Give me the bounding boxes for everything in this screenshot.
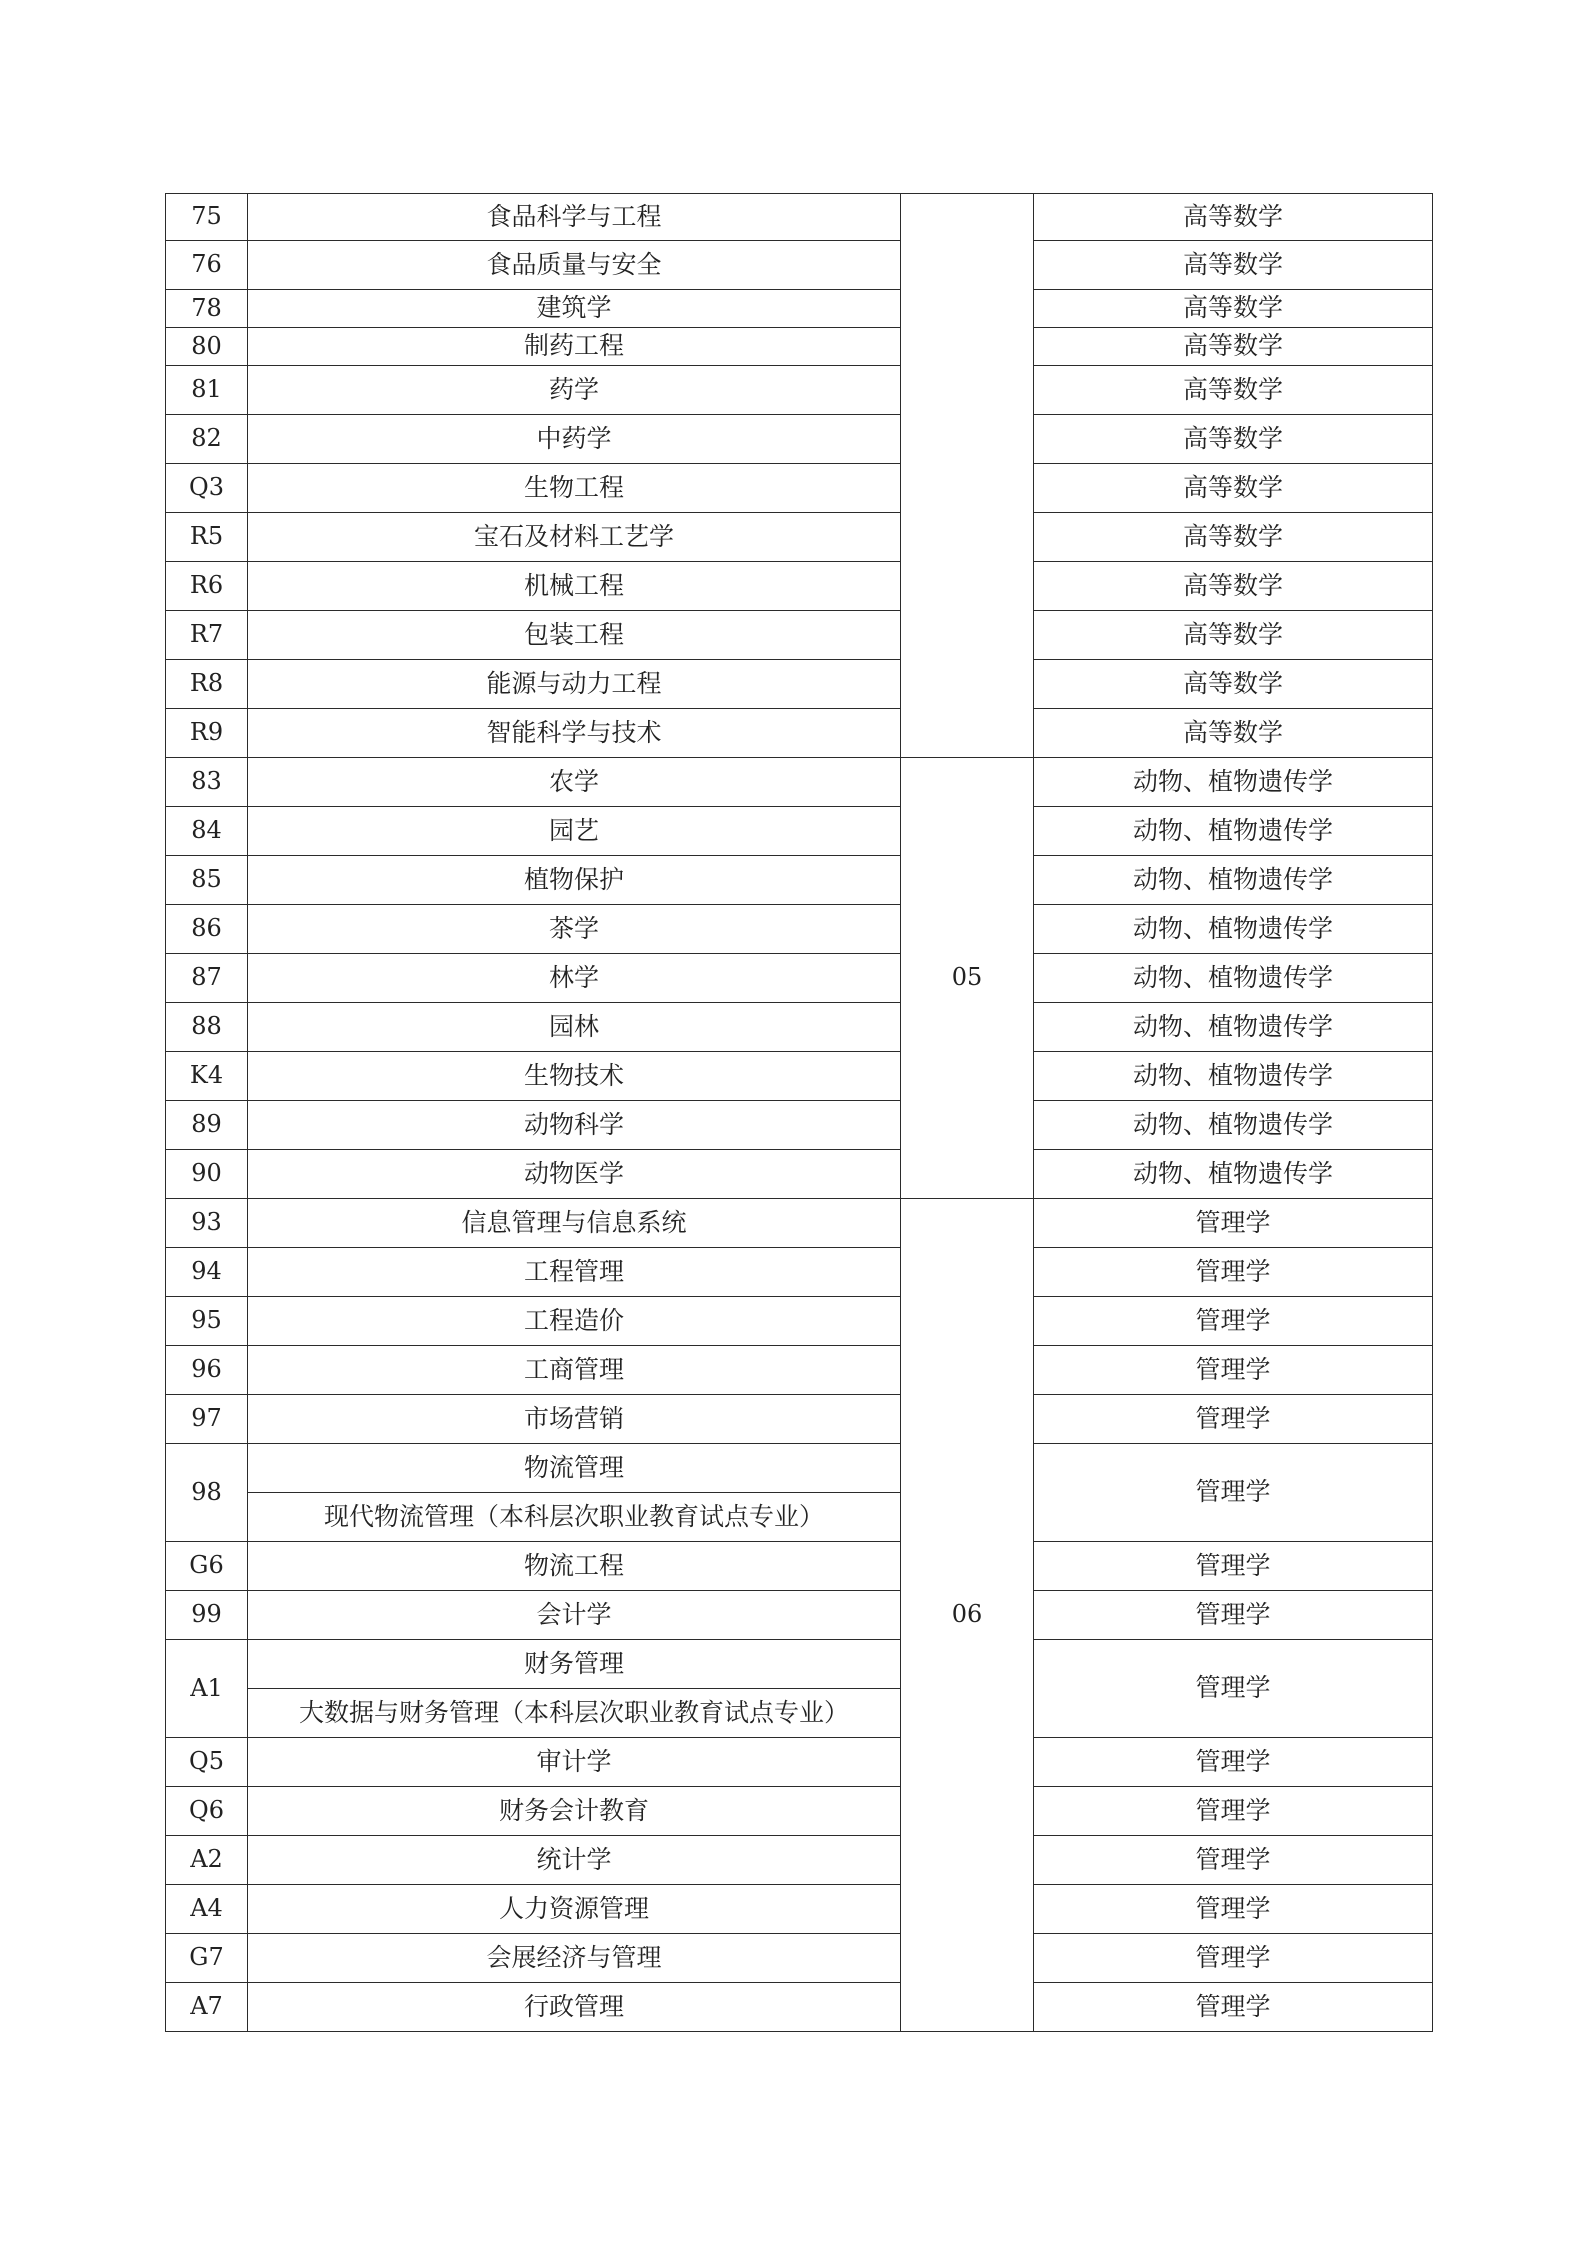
exam-subject-cell: 高等数学 [1034,241,1433,290]
major-name-cell: 行政管理 [248,1983,901,2032]
exam-subject-cell: 管理学 [1034,1297,1433,1346]
major-name-cell: 动物医学 [248,1150,901,1199]
major-code-cell: 82 [166,415,248,464]
table-row [166,464,1433,513]
major-code-cell: R6 [166,562,248,611]
major-code-cell: Q5 [166,1738,248,1787]
exam-subject-cell: 管理学 [1034,1738,1433,1787]
major-name-cell: 工商管理 [248,1346,901,1395]
table-row [166,1395,1433,1444]
table-row [166,1983,1433,2032]
major-name-cell: 生物技术 [248,1052,901,1101]
exam-subject-cell: 管理学 [1034,1983,1433,2032]
table-row [166,1150,1433,1199]
major-code-cell: 99 [166,1591,248,1640]
major-code-cell: 83 [166,758,248,807]
exam-subject-cell: 管理学 [1034,1248,1433,1297]
table-row [166,290,1433,328]
major-code-cell: 97 [166,1395,248,1444]
table-row [166,807,1433,856]
exam-subject-cell: 管理学 [1034,1346,1433,1395]
exam-subject-cell: 高等数学 [1034,709,1433,758]
major-code-cell: A1 [166,1640,248,1738]
majors-table [165,193,1433,2032]
major-code-cell: 88 [166,1003,248,1052]
major-name-cell: 会展经济与管理 [248,1934,901,1983]
major-name-cell: 园林 [248,1003,901,1052]
major-name-cell: 物流管理 [248,1444,901,1493]
exam-subject-cell: 管理学 [1034,1395,1433,1444]
major-code-cell: K4 [166,1052,248,1101]
table-row [166,660,1433,709]
exam-subject-cell: 高等数学 [1034,366,1433,415]
exam-subject-cell: 管理学 [1034,1640,1433,1738]
major-code-cell: 76 [166,241,248,290]
table-row [166,1542,1433,1591]
exam-subject-cell: 管理学 [1034,1444,1433,1542]
major-code-cell: G7 [166,1934,248,1983]
table-row [166,1640,1433,1689]
subject-group-cell [901,194,1034,758]
major-name-cell: 人力资源管理 [248,1885,901,1934]
table-row [166,1885,1433,1934]
exam-subject-cell: 高等数学 [1034,513,1433,562]
table-row [166,415,1433,464]
major-code-cell: 94 [166,1248,248,1297]
major-name-cell: 园艺 [248,807,901,856]
table-row [166,1248,1433,1297]
exam-subject-cell: 动物、植物遗传学 [1034,1150,1433,1199]
exam-subject-cell: 管理学 [1034,1199,1433,1248]
major-code-cell: A2 [166,1836,248,1885]
major-name-cell: 生物工程 [248,464,901,513]
major-name-cell: 大数据与财务管理（本科层次职业教育试点专业） [248,1689,901,1738]
exam-subject-cell: 管理学 [1034,1836,1433,1885]
major-code-cell: 98 [166,1444,248,1542]
table-row [166,905,1433,954]
major-name-cell: 包装工程 [248,611,901,660]
table-row [166,1297,1433,1346]
major-code-cell: Q3 [166,464,248,513]
table-row [166,1346,1433,1395]
table-row [166,1199,1433,1248]
major-code-cell: 89 [166,1101,248,1150]
major-name-cell: 现代物流管理（本科层次职业教育试点专业） [248,1493,901,1542]
major-code-cell: 80 [166,328,248,366]
major-name-cell: 制药工程 [248,328,901,366]
major-name-cell: 动物科学 [248,1101,901,1150]
major-name-cell: 食品科学与工程 [248,194,901,241]
table-row [166,562,1433,611]
major-name-cell: 中药学 [248,415,901,464]
exam-subject-cell: 高等数学 [1034,562,1433,611]
exam-subject-cell: 动物、植物遗传学 [1034,1052,1433,1101]
exam-subject-cell: 管理学 [1034,1885,1433,1934]
table-row [166,1444,1433,1493]
major-name-cell: 工程造价 [248,1297,901,1346]
exam-subject-cell: 动物、植物遗传学 [1034,856,1433,905]
major-code-cell: 95 [166,1297,248,1346]
exam-subject-cell: 高等数学 [1034,290,1433,328]
major-name-cell: 市场营销 [248,1395,901,1444]
table-row [166,1934,1433,1983]
major-name-cell: 审计学 [248,1738,901,1787]
major-name-cell: 智能科学与技术 [248,709,901,758]
major-code-cell: 93 [166,1199,248,1248]
major-name-cell: 物流工程 [248,1542,901,1591]
major-name-cell: 食品质量与安全 [248,241,901,290]
major-code-cell: 75 [166,194,248,241]
table-row [166,758,1433,807]
exam-subject-cell: 管理学 [1034,1542,1433,1591]
major-code-cell: 86 [166,905,248,954]
table-row [166,709,1433,758]
exam-subject-cell: 高等数学 [1034,660,1433,709]
exam-subject-cell: 高等数学 [1034,194,1433,241]
exam-subject-cell: 高等数学 [1034,328,1433,366]
major-code-cell: 87 [166,954,248,1003]
major-code-cell: R7 [166,611,248,660]
table-row [166,1738,1433,1787]
subject-group-cell: 05 [901,758,1034,1199]
table-row [166,1591,1433,1640]
table-row [166,611,1433,660]
exam-subject-cell: 动物、植物遗传学 [1034,1003,1433,1052]
exam-subject-cell: 动物、植物遗传学 [1034,807,1433,856]
table-row [166,856,1433,905]
major-name-cell: 统计学 [248,1836,901,1885]
table-row [166,1836,1433,1885]
table-row [166,954,1433,1003]
table-row [166,241,1433,290]
major-name-cell: 宝石及材料工艺学 [248,513,901,562]
table-row [166,1101,1433,1150]
major-code-cell: A4 [166,1885,248,1934]
exam-subject-cell: 管理学 [1034,1591,1433,1640]
major-code-cell: Q6 [166,1787,248,1836]
exam-subject-cell: 高等数学 [1034,464,1433,513]
major-name-cell: 建筑学 [248,290,901,328]
major-code-cell: 96 [166,1346,248,1395]
exam-subject-cell: 动物、植物遗传学 [1034,758,1433,807]
major-code-cell: 78 [166,290,248,328]
major-name-cell: 财务管理 [248,1640,901,1689]
major-name-cell: 工程管理 [248,1248,901,1297]
major-name-cell: 药学 [248,366,901,415]
major-code-cell: R9 [166,709,248,758]
exam-subject-cell: 管理学 [1034,1787,1433,1836]
major-name-cell: 会计学 [248,1591,901,1640]
table-row [166,366,1433,415]
major-code-cell: 90 [166,1150,248,1199]
major-name-cell: 信息管理与信息系统 [248,1199,901,1248]
major-code-cell: 81 [166,366,248,415]
major-name-cell: 机械工程 [248,562,901,611]
subject-group-cell: 06 [901,1199,1034,2032]
exam-subject-cell: 动物、植物遗传学 [1034,1101,1433,1150]
major-code-cell: G6 [166,1542,248,1591]
exam-subject-cell: 管理学 [1034,1934,1433,1983]
exam-subject-cell: 动物、植物遗传学 [1034,905,1433,954]
major-name-cell: 农学 [248,758,901,807]
major-name-cell: 植物保护 [248,856,901,905]
exam-subject-cell: 动物、植物遗传学 [1034,954,1433,1003]
major-code-cell: A7 [166,1983,248,2032]
major-name-cell: 能源与动力工程 [248,660,901,709]
major-name-cell: 财务会计教育 [248,1787,901,1836]
major-code-cell: 85 [166,856,248,905]
table-row [166,513,1433,562]
table-row [166,1003,1433,1052]
major-code-cell: 84 [166,807,248,856]
table-row [166,1787,1433,1836]
major-code-cell: R5 [166,513,248,562]
table-body [166,194,1433,2032]
exam-subject-cell: 高等数学 [1034,611,1433,660]
table-row [166,1052,1433,1101]
table-row [166,194,1433,241]
major-name-cell: 茶学 [248,905,901,954]
major-code-cell: R8 [166,660,248,709]
major-name-cell: 林学 [248,954,901,1003]
exam-subject-cell: 高等数学 [1034,415,1433,464]
table-row [166,328,1433,366]
